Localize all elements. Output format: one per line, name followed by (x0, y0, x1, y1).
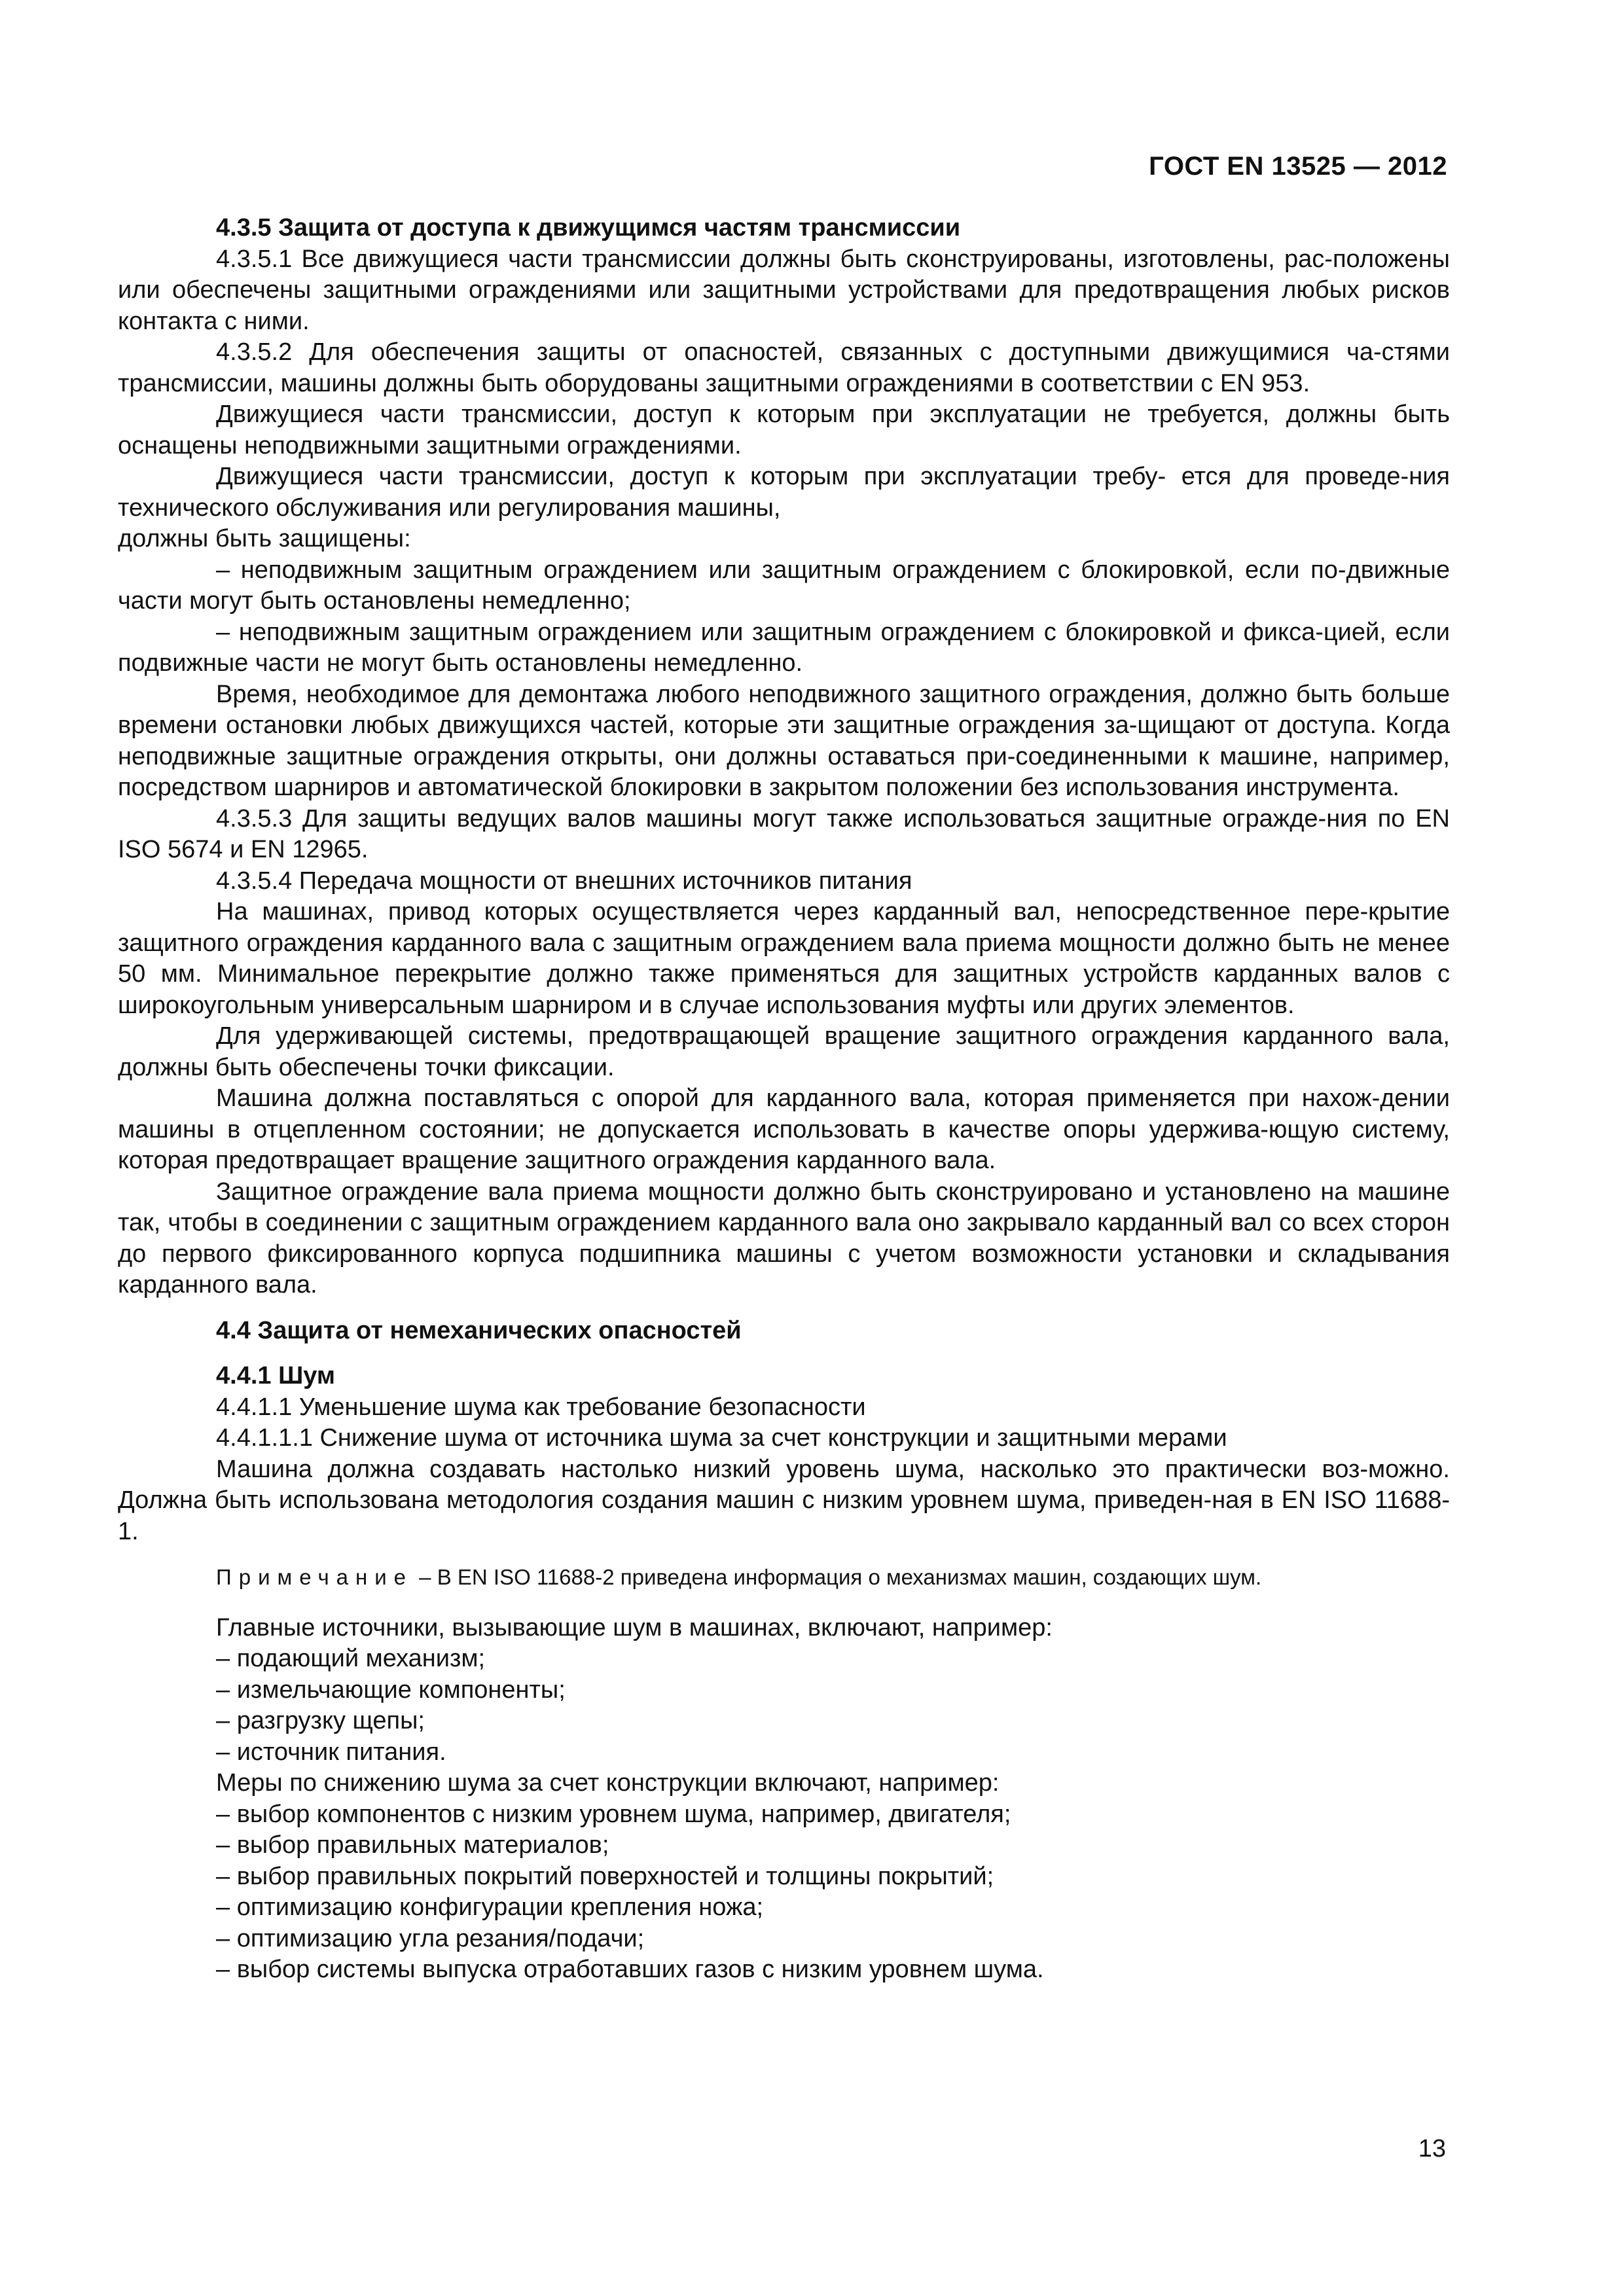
paragraph-fixed-guards: Движущиеся части трансмиссии, доступ к которым при эксплуатации не требуется, должны быть оснащены неподвижными защитными ограждениями. (118, 401, 1450, 459)
note (118, 1562, 1450, 1593)
paragraph-low-noise: Машина должна создавать настолько низкий уровень шума, насколько это практически воз-можно. Должна быть использована методология создания машин с низким уровнем шума, приведен-ная в EN ISO 11688-1. (118, 1455, 1450, 1545)
paragraph-measures-intro: Меры по снижению шума за счет конструкции включают, например: (216, 1769, 1000, 1797)
paragraph-support: Машина должна поставляться с опорой для карданного вала, которая применяется при нахож-дении машины в отцепленном состоянии; не допускается использовать в качестве опоры удержива-ющую систему, которая предотвращает вращение защитного ограждения карданного вала. (118, 1085, 1450, 1174)
page-number: 13 (1418, 2135, 1446, 2162)
paragraph-removal-time: Время, необходимое для демонтажа любого неподвижного защитного ограждения, должно быть больше времени остановки любых движущихся частей, которые эти защитные ограждения за-щищают от доступа. Когда неподвижные защитные ограждения открыты, они должны оставаться при-соединенными к машине, например, посредством шарниров и автоматической блокировки в закрытом положении без использования инструмента. (118, 680, 1450, 801)
list-item-measure: – оптимизацию угла резания/подачи; (216, 1924, 645, 1952)
document-body (118, 213, 1450, 1986)
paragraph-4-3-5-2: 4.3.5.2 Для обеспечения защиты от опасностей, связанных с доступными движущимися ча-стями трансмиссии, машины должны быть оборудованы защитными ограждениями в соответствии с EN 953. (118, 338, 1450, 397)
document-header-id: ГОСТ EN 13525 — 2012 (1149, 152, 1447, 181)
list-item-measure: – выбор компонентов с низким уровнем шума, например, двигателя; (216, 1800, 1011, 1828)
list-item-measure: – выбор системы выпуска отработавших газов с низким уровнем шума. (216, 1956, 1044, 1983)
paragraph-sources-intro: Главные источники, вызывающие шум в машинах, включают, например: (216, 1613, 1053, 1641)
list-item-measure: – выбор правильных покрытий поверхностей и толщины покрытий; (216, 1862, 994, 1890)
paragraph-pto-guard: Защитное ограждение вала приема мощности должно быть сконструировано и установлено на машине так, чтобы в соединении с защитным ограждением карданного вала оно закрывало карданный вал со всех сторон до первого фиксированного корпуса подшипника машины с учетом возможности установки и складывания карданного вала. (118, 1177, 1450, 1299)
list-item-measure: – выбор правильных материалов; (216, 1831, 609, 1859)
note-text: – В EN ISO 11688-2 приведена информация о механизмах машин, создающих шум. (413, 1565, 1262, 1589)
paragraph-access-required: Движущиеся части трансмиссии, доступ к которым при эксплуатации требу- ется для проведе-ния технического обслуживания или регулирования машины, (118, 463, 1450, 522)
list-item-measure: – оптимизацию конфигурации крепления ножа; (216, 1893, 764, 1921)
paragraph-4-4-1-1: 4.4.1.1 Уменьшение шума как требование безопасности (216, 1393, 866, 1421)
section-4-4-heading: 4.4 Защита от немеханических опасностей (216, 1316, 742, 1344)
list-item-source: – измельчающие компоненты; (216, 1676, 566, 1704)
list-item-source: – разгрузку щепы; (216, 1707, 425, 1734)
paragraph-4-3-5-1: 4.3.5.1 Все движущиеся части трансмиссии должны быть сконструированы, изготовлены, рас-положены или обеспечены защитными ограждениями или защитными устройствами для предотвращения любых рисков контакта с ними. (118, 245, 1450, 335)
paragraph-cardan-overlap: На машинах, привод которых осуществляется через карданный вал, непосредственное пере-крытие защитного ограждения карданного вала с защитным ограждением вала приема мощности должно быть не менее 50 мм. Минимальное перекрытие должно также применяться для защитных устройств карданных валов с широкоугольным универсальным шарниром и в случае использования муфты или других элементов. (118, 898, 1450, 1019)
paragraph-4-3-5-4-title: 4.3.5.4 Передача мощности от внешних источников питания (216, 867, 912, 895)
list-item-source: – источник питания. (216, 1738, 446, 1766)
section-4-4-1-heading: 4.4.1 Шум (216, 1362, 336, 1390)
paragraph-4-4-1-1-1: 4.4.1.1.1 Снижение шума от источника шума за счет конструкции и защитными мерами (216, 1424, 1227, 1452)
section-4-3-5-heading: 4.3.5 Защита от доступа к движущимся частям трансмиссии (216, 214, 961, 242)
list-item-not-stop-immediately: – неподвижным защитным ограждением или защитным ограждением с блокировкой и фикса-цией, если подвижные части не могут быть остановлены немедленно. (118, 618, 1450, 677)
note-label: Примечание (216, 1565, 414, 1589)
paragraph-4-3-5-3: 4.3.5.3 Для защиты ведущих валов машины могут также использоваться защитные огражде-ния по EN ISO 5674 и EN 12965. (118, 804, 1450, 863)
list-item-stop-immediately: – неподвижным защитным ограждением или защитным ограждением с блокировкой, если по-движные части могут быть остановлены немедленно; (118, 556, 1450, 615)
paragraph-must-be-protected: должны быть защищены: (118, 525, 411, 552)
paragraph-fixing-points: Для удерживающей системы, предотвращающей вращение защитного ограждения карданного вала, должны быть обеспечены точки фиксации. (118, 1022, 1450, 1081)
list-item-source: – подающий механизм; (216, 1645, 486, 1672)
